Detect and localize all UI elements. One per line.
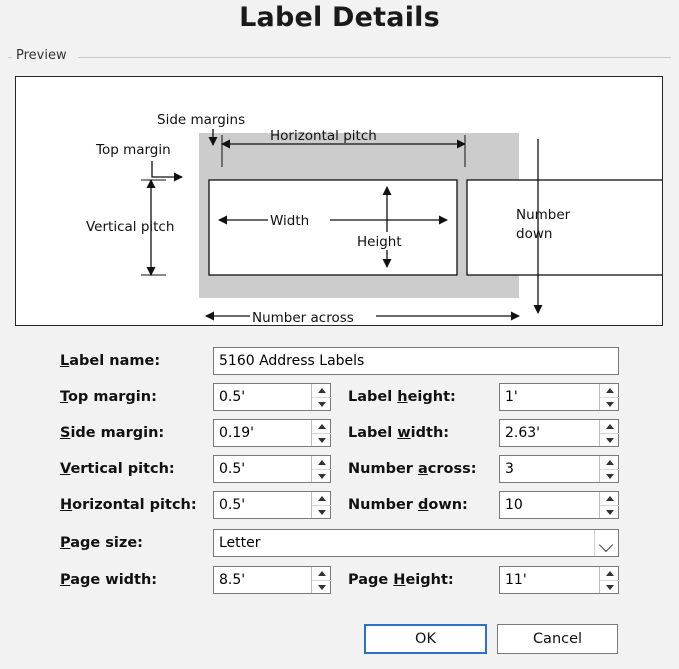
label-width-stepper[interactable] — [499, 419, 619, 447]
ok-button[interactable]: OK — [364, 624, 487, 654]
spin-down-icon[interactable] — [600, 397, 619, 410]
label-height-stepper[interactable] — [499, 383, 619, 411]
annotation-number-across: Number across — [252, 310, 354, 325]
side-margin-spin-buttons[interactable] — [311, 420, 330, 446]
label-width-label: Label width: — [348, 425, 450, 441]
spin-up-icon[interactable] — [600, 456, 619, 469]
horizontal-pitch-label: Horizontal pitch: — [60, 497, 197, 513]
annotation-side-margins: Side margins — [157, 112, 246, 128]
label-height-spin-buttons[interactable] — [599, 384, 618, 410]
top-margin-stepper[interactable] — [213, 383, 331, 411]
page-width-stepper[interactable] — [213, 566, 331, 594]
spin-up-icon[interactable] — [312, 567, 331, 580]
row-vertical-pitch — [0, 454, 679, 484]
number-down-label: Number down: — [348, 497, 468, 513]
row-horizontal-pitch — [0, 490, 679, 520]
page-height-stepper[interactable] — [499, 566, 619, 594]
side-margin-stepper[interactable] — [213, 419, 331, 447]
row-top-margin — [0, 382, 679, 412]
page-height-label: Page Height: — [348, 572, 454, 588]
row-page-size — [0, 528, 679, 558]
annotation-height: Height — [357, 234, 402, 250]
page-size-label: Page size: — [60, 535, 143, 551]
label-width-spin-buttons[interactable] — [599, 420, 618, 446]
spin-down-icon[interactable] — [312, 505, 331, 518]
spin-up-icon[interactable] — [600, 492, 619, 505]
spin-up-icon[interactable] — [312, 420, 331, 433]
top-margin-label: Top margin: — [60, 389, 157, 405]
spin-down-icon[interactable] — [600, 469, 619, 482]
spin-up-icon[interactable] — [312, 384, 331, 397]
side-margin-label: Side margin: — [60, 425, 165, 441]
row-side-margin — [0, 418, 679, 448]
page-width-label: Page width: — [60, 572, 158, 588]
label-preview — [15, 76, 663, 326]
page-size-value[interactable] — [213, 529, 619, 557]
row-label-name — [0, 346, 679, 376]
number-down-stepper[interactable] — [499, 491, 619, 519]
spin-down-icon[interactable] — [600, 505, 619, 518]
annotation-vertical-pitch: Vertical pitch — [86, 219, 175, 235]
vertical-pitch-label: Vertical pitch: — [60, 461, 175, 477]
spin-up-icon[interactable] — [312, 456, 331, 469]
number-across-label: Number across: — [348, 461, 477, 477]
spin-down-icon[interactable] — [312, 397, 331, 410]
group-border-right — [78, 57, 671, 58]
vertical-pitch-spin-buttons[interactable] — [311, 456, 330, 482]
annotation-horizontal-pitch: Horizontal pitch — [270, 128, 377, 144]
page-height-spin-buttons[interactable] — [599, 567, 618, 593]
number-across-spin-buttons[interactable] — [599, 456, 618, 482]
number-down-spin-buttons[interactable] — [599, 492, 618, 518]
annotation-width: Width — [270, 213, 310, 229]
row-page-width — [0, 565, 679, 595]
spin-down-icon[interactable] — [312, 469, 331, 482]
annotation-number-down-1: Number — [516, 207, 571, 223]
page-size-select[interactable] — [213, 529, 619, 557]
horizontal-pitch-spin-buttons[interactable] — [311, 492, 330, 518]
spin-up-icon[interactable] — [312, 492, 331, 505]
vertical-pitch-stepper[interactable] — [213, 455, 331, 483]
spin-up-icon[interactable] — [600, 567, 619, 580]
label-height-label: Label height: — [348, 389, 456, 405]
top-margin-spin-buttons[interactable] — [311, 384, 330, 410]
spin-down-icon[interactable] — [600, 580, 619, 593]
page-width-spin-buttons[interactable] — [311, 567, 330, 593]
spin-up-icon[interactable] — [600, 384, 619, 397]
horizontal-pitch-stepper[interactable] — [213, 491, 331, 519]
spin-up-icon[interactable] — [600, 420, 619, 433]
annotation-number-down-2: down — [516, 226, 553, 242]
annotation-top-margin: Top margin — [96, 142, 171, 158]
label-name-input[interactable] — [213, 347, 619, 375]
spin-down-icon[interactable] — [312, 433, 331, 446]
number-across-stepper[interactable] — [499, 455, 619, 483]
spin-down-icon[interactable] — [312, 580, 331, 593]
label-name-label: Label name: — [60, 353, 161, 369]
chevron-down-icon[interactable] — [594, 530, 618, 556]
spin-down-icon[interactable] — [600, 433, 619, 446]
preview-legend: Preview — [12, 48, 71, 63]
preview-diagram — [16, 77, 662, 325]
cancel-button[interactable]: Cancel — [497, 624, 618, 654]
preview-group — [8, 48, 671, 338]
page-title: Label Details — [239, 2, 440, 33]
